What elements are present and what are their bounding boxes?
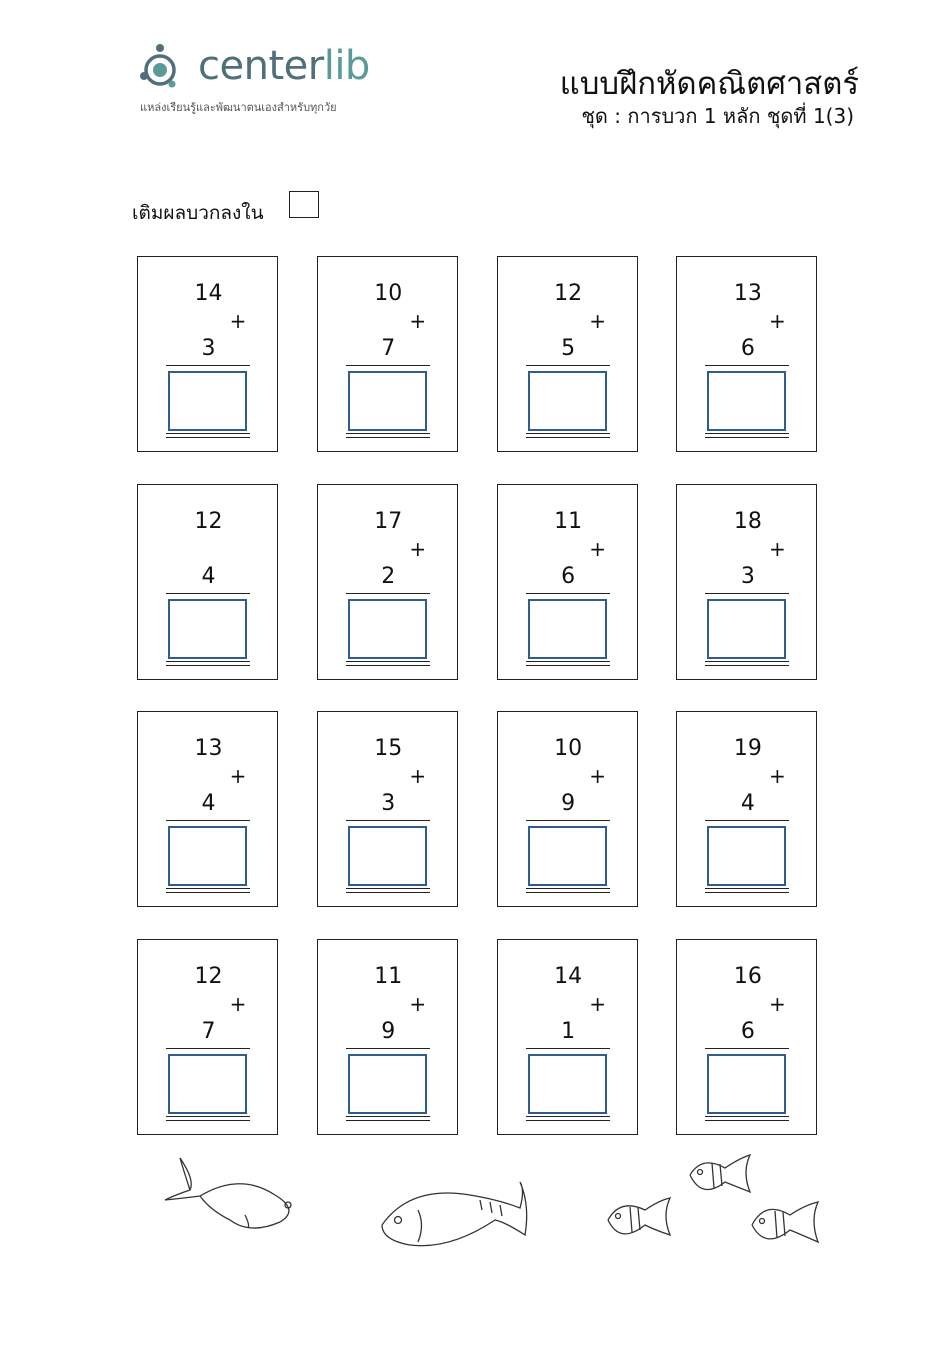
second-addend: 7 [201, 1019, 216, 1045]
second-addend: 9 [561, 791, 576, 817]
first-addend: 12 [194, 508, 223, 534]
first-addend: 17 [374, 508, 403, 534]
sum-line [166, 593, 250, 594]
problem-card [676, 256, 817, 452]
second-addend: 9 [381, 1019, 396, 1045]
double-underline-bottom [526, 437, 610, 438]
first-addend: 19 [733, 736, 762, 762]
double-underline-bottom [705, 892, 789, 893]
problem-card [497, 484, 638, 680]
problem-card [676, 711, 817, 907]
double-underline-top [526, 661, 610, 662]
plus-sign: + [589, 992, 606, 1017]
double-underline-top [166, 1116, 250, 1117]
double-underline-top [346, 1116, 430, 1117]
double-underline-top [346, 888, 430, 889]
problem-card [497, 939, 638, 1135]
plus-sign: + [409, 764, 427, 789]
problem-card [317, 711, 458, 907]
page-title: แบบฝึกหัดคณิตศาสตร์ [559, 66, 859, 102]
instruction-text: เติมผลบวกลงใน [132, 202, 264, 224]
answer-box[interactable] [348, 826, 427, 886]
plus-sign: + [769, 309, 786, 333]
first-addend: 12 [554, 281, 583, 306]
answer-box[interactable] [528, 371, 607, 431]
centerlib-logo-icon [138, 40, 196, 98]
logo-wordmark [198, 42, 370, 90]
plus-sign: + [589, 536, 606, 561]
answer-box[interactable] [707, 1054, 786, 1114]
double-underline-bottom [166, 892, 250, 893]
problem-card [497, 711, 638, 907]
double-underline-bottom [705, 437, 789, 438]
sum-line [705, 820, 789, 821]
second-addend: 4 [201, 791, 216, 817]
second-addend: 5 [561, 336, 576, 361]
second-addend: 3 [201, 336, 216, 361]
first-addend: 10 [374, 281, 403, 306]
problem-card [317, 484, 458, 680]
first-addend: 12 [194, 964, 223, 990]
brand-logo [138, 40, 398, 120]
instruction-sample-box [289, 191, 319, 218]
first-addend: 10 [554, 736, 583, 762]
plus-sign: + [409, 536, 427, 561]
sum-line [526, 593, 610, 594]
sum-line [346, 820, 430, 821]
answer-box[interactable] [707, 371, 786, 431]
sum-line [346, 593, 430, 594]
problem-card [317, 256, 458, 452]
double-underline-top [705, 888, 789, 889]
answer-box[interactable] [528, 599, 607, 659]
double-underline-bottom [346, 1120, 430, 1121]
logo-wordmark-prefix: center [198, 43, 324, 89]
plus-sign: + [769, 764, 786, 789]
first-addend: 13 [733, 281, 762, 306]
second-addend: 6 [561, 563, 576, 589]
double-underline-bottom [166, 1120, 250, 1121]
answer-box[interactable] [528, 826, 607, 886]
problem-card [137, 939, 278, 1135]
plus-sign: + [229, 992, 247, 1017]
second-addend: 6 [740, 336, 755, 361]
plus-sign: + [589, 309, 606, 333]
answer-box[interactable] [348, 599, 427, 659]
double-underline-top [166, 661, 250, 662]
answer-box[interactable] [528, 1054, 607, 1114]
double-underline-top [705, 661, 789, 662]
answer-box[interactable] [168, 371, 247, 431]
double-underline-bottom [346, 665, 430, 666]
sum-line [526, 365, 610, 366]
first-addend: 11 [374, 964, 403, 990]
logo-tagline: แหล่งเรียนรู้และพัฒนาตนเองสำหรับทุกวัย [140, 101, 337, 114]
second-addend: 3 [740, 563, 755, 589]
second-addend: 4 [740, 791, 755, 817]
answer-box[interactable] [168, 826, 247, 886]
double-underline-top [346, 433, 430, 434]
problem-card [676, 939, 817, 1135]
double-underline-top [166, 888, 250, 889]
problem-card [317, 939, 458, 1135]
plus-sign: + [589, 764, 606, 789]
answer-box[interactable] [707, 826, 786, 886]
answer-box[interactable] [168, 599, 247, 659]
second-addend: 3 [381, 791, 396, 817]
first-addend: 15 [374, 736, 403, 762]
logo-wordmark-suffix: lib [323, 43, 370, 89]
first-addend: 18 [733, 508, 762, 534]
sum-line [166, 365, 250, 366]
plus-sign: + [769, 992, 786, 1017]
problem-card [137, 711, 278, 907]
problem-card [137, 256, 278, 452]
sum-line [346, 1048, 430, 1049]
sum-line [526, 820, 610, 821]
double-underline-bottom [346, 892, 430, 893]
problem-grid [137, 256, 817, 1136]
double-underline-top [526, 888, 610, 889]
problem-card [676, 484, 817, 680]
double-underline-bottom [166, 437, 250, 438]
first-addend: 14 [554, 964, 583, 990]
plus-sign: + [229, 309, 247, 333]
sum-line [705, 365, 789, 366]
double-underline-top [705, 433, 789, 434]
second-addend: 6 [740, 1019, 755, 1045]
sum-line [166, 820, 250, 821]
plus-sign: + [409, 992, 427, 1017]
first-addend: 16 [733, 964, 762, 990]
plus-sign: + [229, 764, 247, 789]
second-addend: 1 [561, 1019, 576, 1045]
problem-card [497, 256, 638, 452]
answer-box[interactable] [707, 599, 786, 659]
answer-box[interactable] [348, 1054, 427, 1114]
answer-box[interactable] [168, 1054, 247, 1114]
plus-sign: + [409, 309, 427, 333]
sum-line [166, 1048, 250, 1049]
double-underline-bottom [526, 892, 610, 893]
second-addend: 4 [201, 563, 216, 589]
double-underline-bottom [346, 437, 430, 438]
double-underline-top [705, 1116, 789, 1117]
problem-card [137, 484, 278, 680]
double-underline-top [166, 433, 250, 434]
answer-box[interactable] [348, 371, 427, 431]
second-addend: 7 [381, 336, 396, 361]
sum-line [346, 365, 430, 366]
double-underline-bottom [705, 665, 789, 666]
page-subtitle: ชุด : การบวก 1 หลัก ชุดที่ 1(3) [581, 104, 854, 128]
plus-sign: + [769, 536, 786, 561]
fish-drawing-icon [150, 1150, 840, 1260]
double-underline-bottom [526, 1120, 610, 1121]
double-underline-bottom [526, 665, 610, 666]
first-addend: 11 [554, 508, 583, 534]
double-underline-top [526, 433, 610, 434]
first-addend: 14 [194, 281, 223, 306]
double-underline-bottom [166, 665, 250, 666]
double-underline-bottom [705, 1120, 789, 1121]
second-addend: 2 [381, 563, 396, 589]
double-underline-top [346, 661, 430, 662]
sum-line [705, 593, 789, 594]
double-underline-top [526, 1116, 610, 1117]
sum-line [705, 1048, 789, 1049]
first-addend: 13 [194, 736, 223, 762]
sum-line [526, 1048, 610, 1049]
